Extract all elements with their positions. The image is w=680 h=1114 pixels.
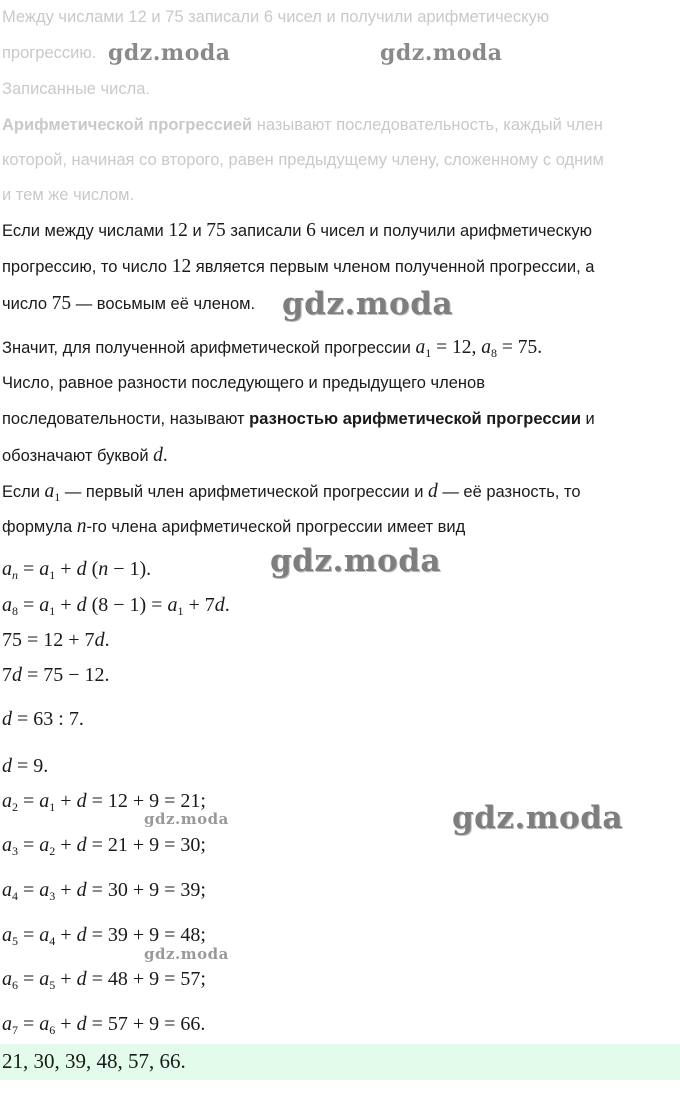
equation-a4: $a_4 = a_3 + d = 30 + 9 = 39$; [2, 879, 206, 903]
a1-symbol: $a_1$ [44, 481, 61, 504]
text: Если [2, 483, 45, 501]
answer: 21, 30, 39, 48, 57, 66. [2, 1049, 186, 1073]
letter-d: d [428, 481, 438, 502]
equation-a3: $a_3 = a_2 + d = 21 + 9 = 30$; [2, 834, 206, 858]
equation-a7: $a_7 = a_6 + d = 57 + 9 = 66$. [2, 1013, 206, 1037]
number: 12 [168, 220, 188, 241]
task-line-2: прогрессию. [2, 44, 97, 62]
solution-line-4 [2, 337, 542, 359]
definition-text: называют последовательность, каждый член [252, 116, 603, 134]
solution-line-8 [2, 481, 581, 503]
definition-term: Арифметической прогрессией [2, 116, 253, 134]
text: и [187, 222, 207, 240]
watermark: gdz.moda [270, 543, 441, 579]
equation-7d: 7d = 75 − 12. [2, 664, 110, 686]
text: прогрессию, то число [2, 258, 172, 276]
definition-line-2: которой, начиная со второго, равен предыдущему члену, сложенному с одним [2, 151, 604, 169]
letter-n: n [76, 516, 87, 537]
text: — восьмым её членом. [71, 295, 256, 313]
solution-line-1 [2, 220, 592, 242]
text: записали [225, 222, 307, 240]
equation-a5: $a_5 = a_4 + d = 39 + 9 = 48$; [2, 924, 206, 948]
text: является первым членом полученной прогрессии, а [191, 258, 595, 276]
solution-line-3 [2, 293, 255, 315]
number: 12 [171, 256, 192, 277]
definition-line-1 [2, 116, 603, 135]
equation-a8: $a_8 = a_1 + d$ $(8 - 1) = a_1 + 7d$. [2, 594, 230, 618]
text: обозначают буквой [2, 447, 154, 465]
text: формула [2, 518, 77, 536]
text: -го члена арифметической прогрессии имеет вид [86, 518, 466, 536]
task-line-3: Записанные числа. [2, 80, 151, 98]
text: и [580, 410, 595, 428]
text: Значит, для полученной арифметической прогрессии [2, 339, 416, 357]
equation-a6: $a_6 = a_5 + d = 48 + 9 = 57$; [2, 968, 206, 992]
solution-line-2 [2, 256, 594, 278]
number: 75 [206, 220, 226, 241]
number: 75 [51, 293, 72, 314]
watermark: gdz.moda [282, 286, 453, 322]
formula-a1-a8: $a_1 = 12$, $a_8 = 75$. [415, 337, 543, 360]
text: Если между числами [2, 222, 169, 240]
text: последовательности, называют [2, 410, 250, 428]
solution-line-9 [2, 516, 465, 538]
solution-line-5: Число, равное разности последующего и предыдущего членов [2, 374, 485, 392]
text: число [2, 295, 52, 313]
watermark: gdz.moda [144, 945, 229, 963]
letter-d: d [153, 445, 163, 466]
watermark: gdz.moda [108, 40, 231, 66]
number: 6 [306, 220, 316, 241]
task-line-1: Между числами 12 и 75 записали 6 чисел и получили арифметическую [2, 8, 550, 26]
difference-term: разностью арифметической прогрессии [249, 410, 581, 428]
equation-75: 75 = 12 + 7d. [2, 629, 110, 651]
period: . [162, 445, 168, 466]
equation-d-value: d = 9. [2, 755, 49, 777]
solution-line-6 [2, 410, 595, 429]
watermark: gdz.moda [452, 800, 623, 836]
solution-line-7 [2, 445, 168, 467]
equation-general: $a_n = a_1 + d$ (n − 1). [2, 558, 152, 582]
text: — её разность, то [437, 483, 581, 501]
text: чисел и получили арифметическую [315, 222, 592, 240]
definition-line-3: и тем же числом. [2, 186, 135, 204]
watermark: gdz.moda [380, 40, 503, 66]
text: — первый член арифметической прогрессии и [60, 483, 429, 501]
equation-d-div: d = 63 : 7. [2, 708, 84, 730]
equation-a2: $a_2 = a_1 + d = 12 + 9 = 21$; [2, 790, 206, 814]
watermark: gdz.moda [144, 810, 229, 828]
